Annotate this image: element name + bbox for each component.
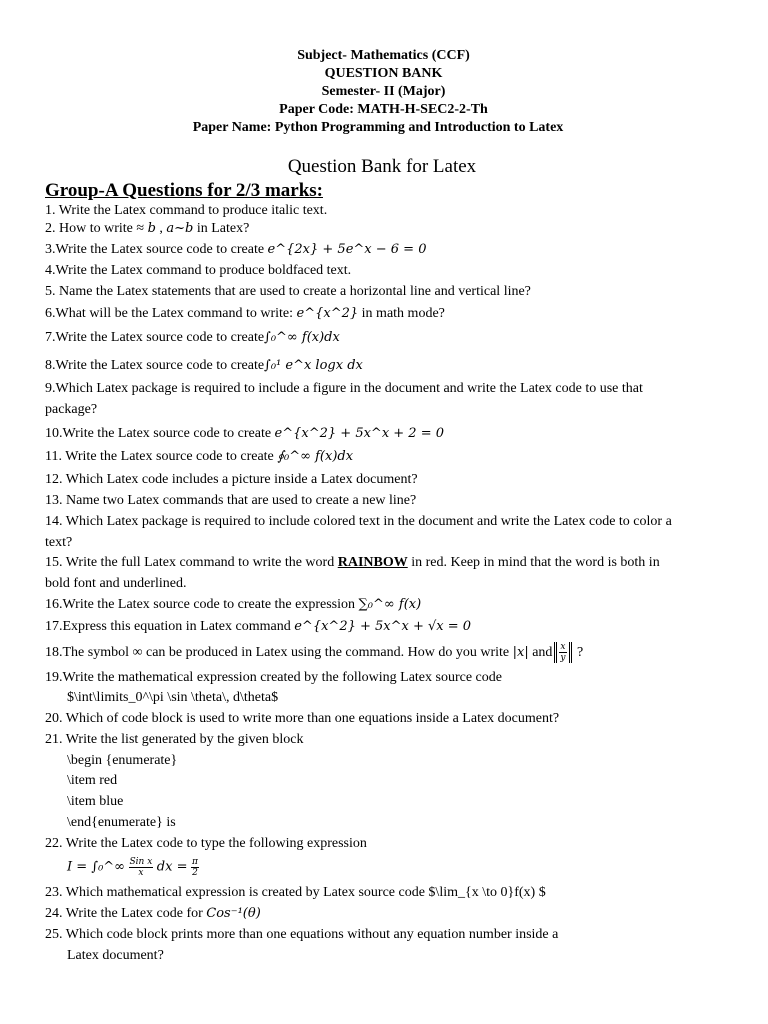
question-bank-line: QUESTION BANK — [324, 66, 443, 81]
question-24: 24. Write the Latex code for Cos⁻¹(θ) — [45, 906, 261, 921]
question-2: 2. How to write ≈ b , a~b in Latex? — [45, 221, 250, 236]
math-expression: e^{x^2} — [296, 306, 359, 321]
question-1: 1. Write the Latex command to produce italic text. — [45, 203, 328, 218]
page-title: Question Bank for Latex — [287, 156, 477, 177]
semester-line: Semester- II (Major) — [321, 84, 446, 99]
question-15: 15. Write the full Latex command to write the word RAINBOW in red. Keep in mind that the word is both in — [45, 555, 660, 570]
question-23: 23. Which mathematical expression is created by Latex source code $\lim_{x \to 0}f(x) $ — [45, 885, 546, 900]
question-10: 10.Write the Latex source code to create e^{x^2} + 5x^x + 2 = 0 — [45, 426, 445, 441]
math-expression: Cos⁻¹(θ) — [206, 906, 261, 921]
math-expression: I = ∫₀^∞ $\frac{\text{Sin x}}{x}$ dx = $\frac{\pi}{2}$ — [67, 857, 198, 878]
group-heading: Group-A Questions for 2/3 marks: — [45, 180, 323, 201]
code-line: \begin {enumerate} — [67, 753, 178, 768]
math-expression: e^{x^2} + 5x^x + 2 = 0 — [274, 426, 445, 441]
question-5: 5. Name the Latex statements that are used to create a horizontal line and vertical line? — [45, 284, 531, 299]
math-expression: ∮₀^∞ f(x)dx — [277, 449, 354, 464]
code-line: \item blue — [67, 794, 124, 809]
code-line: \end{enumerate} is — [67, 815, 176, 830]
question-22: 22. Write the Latex code to type the following expression — [45, 836, 367, 851]
subject-line: Subject- Mathematics (CCF) — [297, 48, 470, 63]
paper-name-line: Paper Name: Python Programming and Introduction to Latex — [192, 120, 564, 135]
math-expression: ∫₀¹ e^x logx dx — [264, 358, 363, 373]
question-4: 4.Write the Latex command to produce boldfaced text. — [45, 263, 352, 278]
question-25-cont: Latex document? — [67, 948, 164, 963]
math-expression: ∑₀^∞ f(x) — [358, 597, 422, 612]
question-15-cont: bold font and underlined. — [45, 576, 187, 591]
rainbow-word: RAINBOW — [337, 555, 408, 570]
question-8: 8.Write the Latex source code to create∫₀¹ e^x logx dx — [45, 358, 363, 373]
question-7: 7.Write the Latex source code to create∫₀^∞ f(x)dx — [45, 330, 340, 345]
question-14: 14. Which Latex package is required to include colored text in the document and write the Latex code to color a — [45, 514, 672, 529]
question-11: 11. Write the Latex source code to create ∮₀^∞ f(x)dx — [45, 449, 354, 464]
question-16: 16.Write the Latex source code to create the expression ∑₀^∞ f(x) — [45, 597, 422, 612]
question-20: 20. Which of code block is used to write more than one equations inside a Latex document? — [45, 711, 560, 726]
question-6: 6.What will be the Latex command to write: e^{x^2} in math mode? — [45, 306, 445, 321]
document-header — [0, 47, 768, 137]
question-13: 13. Name two Latex commands that are used to create a new line? — [45, 493, 417, 508]
question-25: 25. Which code block prints more than one equations without any equation number inside a — [45, 927, 559, 942]
question-9: 9.Which Latex package is required to include a figure in the document and write the Latex code to use that — [45, 381, 643, 396]
latex-source-code: $\int\limits_0^\pi \sin \theta\, d\theta$ — [67, 690, 279, 705]
code-line: \item red — [67, 773, 118, 788]
paper-code-line: Paper Code: MATH-H-SEC2-2-Th — [279, 102, 488, 117]
question-3: 3.Write the Latex source code to create e^{2x} + 5e^x − 6 = 0 — [45, 242, 427, 257]
question-19: 19.Write the mathematical expression created by the following Latex source code — [45, 670, 502, 685]
math-expression: e^{2x} + 5e^x − 6 = 0 — [267, 242, 427, 257]
question-21: 21. Write the list generated by the given block — [45, 732, 304, 747]
question-18: 18.The symbol ∞ can be produced in Latex using the command. How do you write |x| and $\frac{x}{y}$ ? — [45, 642, 584, 663]
math-expression: ∫₀^∞ f(x)dx — [264, 330, 340, 345]
question-17: 17.Express this equation in Latex command e^{x^2} + 5x^x + √x = 0 — [45, 619, 472, 634]
question-9-cont: package? — [45, 402, 98, 417]
math-expression: e^{x^2} + 5x^x + √x = 0 — [294, 619, 472, 634]
question-12: 12. Which Latex code includes a picture inside a Latex document? — [45, 472, 418, 487]
norm-symbol: $\frac{x}{y}$ — [554, 642, 571, 663]
question-14-cont: text? — [45, 535, 73, 550]
